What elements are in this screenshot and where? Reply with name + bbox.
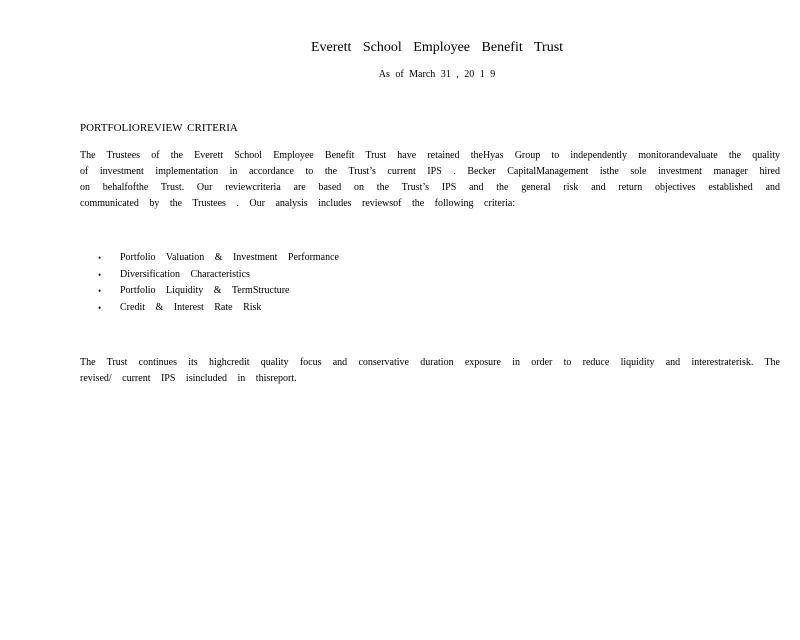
document-title: Everett School Employee Benefit Trust [310,40,564,55]
bullet-icon: • [98,286,102,296]
criteria-label: Credit & Interest Rate Risk [120,301,262,313]
bullet-icon: • [98,269,102,280]
list-item [98,283,339,300]
list-item [98,267,339,284]
paragraph-line: revised/ current IPS isincluded in thisreport. [80,373,297,384]
intro-paragraph [80,148,780,212]
paragraph-line: on behalfofthe Trust. Our reviewcriteria are based on the Trust’s IPS and the general risk and return objectives established and [80,182,780,193]
bullet-icon: • [98,253,102,263]
criteria-label: Portfolio Valuation & Investment Performance [120,252,339,263]
bullet-icon: • [98,302,102,313]
as-of-date: As of March 31 , 20 1 9 [378,69,496,80]
paragraph-line: The Trust continues its highcredit quality focus and conservative duration exposure in order to reduce liquidity and interestraterisk. The [80,357,780,368]
criteria-label: Diversification Characteristics [120,268,250,280]
paragraph-line: communicated by the Trustees . Our analysis includes reviewsof the following criteria: [80,198,516,209]
list-item [98,250,339,267]
paragraph-line: The Trustees of the Everett School Employee Benefit Trust have retained theHyas Group to independently monitorandevaluate the quality [80,150,780,161]
list-item [98,300,339,317]
paragraph-line: of investment implementation in accordance to the Trust’s current IPS . Becker CapitalManagement isthe sole investment manager hired [80,166,780,177]
summary-paragraph [80,355,780,387]
criteria-label: Portfolio Liquidity & TermStructure [120,285,290,296]
criteria-list [98,250,339,316]
section-heading: PORTFOLIOREVIEW CRITERIA [80,122,238,134]
